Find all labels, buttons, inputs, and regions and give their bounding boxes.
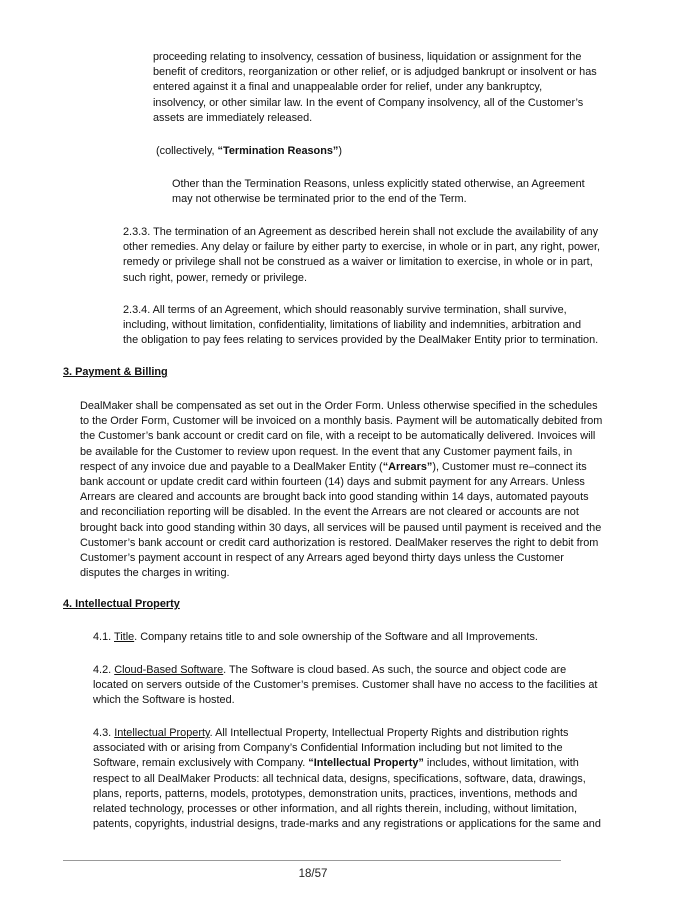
paragraph-other-than-termination	[172, 177, 585, 207]
text-line: 2.3.4. All terms of an Agreement, which should reasonably survive termination, shall survive,	[123, 304, 567, 316]
text-line: other remedies. Any delay or failure by either party to exercise, in whole or in part, any right, power,	[123, 241, 601, 254]
text-line: the Customer’s bank account or credit card on file, with a receipt to be automatically delivered. Invoices will	[80, 430, 596, 443]
clause-2-3-3	[123, 225, 600, 286]
bold-term: “Arrears”	[382, 460, 433, 473]
text-segment: 4.2.	[93, 664, 115, 676]
text-line: bank account or update credit card within fourteen (14) days and submit payment for any Arrears. Unless	[80, 476, 585, 489]
text-segment: )	[338, 145, 342, 157]
text-segment: 4.1.	[93, 631, 114, 643]
text-line: be available for the Customer to review upon request. In the event that any Customer payment fails, in	[80, 445, 573, 458]
text-line: the obligation to pay fees relating to services provided by the DealMaker Entity prior to termination.	[123, 334, 599, 347]
text-line: remedy or privilege shall not be construed as a waiver or limitation to exercise, in whole or in part,	[123, 256, 593, 269]
termination-reasons-definition	[156, 144, 342, 159]
bold-term: 4. Intellectual Property	[63, 598, 180, 610]
text-line	[156, 144, 342, 159]
text-line: benefit of creditors, reorganization or other relief, or is adjudged bankrupt or insolvent or has	[153, 66, 597, 79]
text-segment: 4.3.	[93, 727, 115, 739]
clause-4-2-cloud-based-software	[93, 663, 597, 709]
text-line	[93, 726, 601, 741]
text-line: to the Order Form, Customer will be invoiced on a monthly basis. Payment will be automatically debited from	[80, 415, 603, 428]
bold-term: 3. Payment & Billing	[63, 366, 168, 378]
page-number: 18/57	[298, 868, 328, 880]
section-heading-intellectual-property	[63, 597, 180, 612]
text-line: brought back into good standing within 30 days, all services will be paused until payment is received and the	[80, 521, 602, 534]
text-segment: . Company retains title to and sole ownership of the Software and all Improvements.	[134, 631, 538, 643]
text-line: associated with or arising from Company’s Confidential Information including but not limited to the	[93, 742, 563, 755]
clause-2-3-4	[123, 303, 598, 349]
text-segment: ), Customer must re–connect its	[432, 460, 587, 473]
text-line: plans, reports, patterns, models, prototypes, demonstration units, practices, inventions, methods and	[93, 787, 578, 800]
text-line: insolvency, or other similar law. In the event of Company insolvency, all of the Customer’s	[153, 96, 584, 109]
text-line: Other than the Termination Reasons, unless explicitly stated otherwise, an Agreement	[172, 178, 585, 190]
text-line	[93, 756, 601, 771]
underlined-term: Intellectual Property	[114, 727, 210, 739]
text-segment: . All Intellectual Property, Intellectual Property Rights and distribution rights	[209, 727, 569, 739]
text-line: which the Software is hosted.	[93, 694, 235, 707]
text-line	[93, 630, 538, 645]
text-line: may not otherwise be terminated prior to the end of the Term.	[172, 193, 467, 206]
text-line: including, without limitation, confidentiality, limitations of liability and indemnities, arbitration and	[123, 319, 582, 332]
underlined-term: Cloud-Based Software	[114, 664, 224, 676]
text-segment: (collectively,	[156, 145, 218, 157]
text-line: patents, copyrights, industrial designs, trade-marks and any registrations or applications for the same and	[93, 818, 601, 831]
text-line: located on servers outside of the Customer’s premises. Customer shall have no access to the facilities at	[93, 679, 598, 692]
bold-term: “Termination Reasons”	[217, 145, 339, 157]
paragraph-payment-billing	[80, 399, 602, 581]
text-line: assets are immediately released.	[153, 111, 313, 124]
text-line: 2.3.3. The termination of an Agreement as described herein shall not exclude the availability of any	[123, 226, 599, 238]
clause-4-3-intellectual-property	[93, 726, 601, 832]
text-line: Arrears are cleared and accounts are brought back into good standing within 14 days, automated payouts	[80, 491, 589, 504]
text-line: and reconciliation reporting will be disabled. In the event the Arrears are not cleared or accounts are not	[80, 506, 579, 519]
text-segment: respect of any invoice due and payable to a DealMaker Entity (	[80, 460, 383, 473]
text-segment: . The Software is cloud based. As such, the source and object code are	[223, 664, 567, 676]
footer-divider	[63, 860, 561, 861]
text-segment: includes, without limitation, with	[423, 757, 579, 770]
text-line: proceeding relating to insolvency, cessation of business, liquidation or assignment for the	[153, 51, 582, 63]
text-line: disputes the charges in writing.	[80, 567, 230, 580]
section-heading-payment-billing	[63, 365, 168, 380]
text-line: entered against it a final and unappealable order for relief, under any bankruptcy,	[153, 81, 543, 94]
text-line	[63, 597, 180, 612]
text-line	[80, 460, 602, 475]
text-line: Customer’s payment account in respect of any Arrears aged beyond thirty days unless the Customer	[80, 552, 564, 565]
text-line: respect to all DealMaker Products: all technical data, designs, specifications, software, data, drawings,	[93, 772, 586, 785]
text-line: Customer’s bank account or credit card authorization is restored. DealMaker reserves the right to debit from	[80, 536, 599, 549]
text-line: related technology, processes or other information, and all rights therein, including, without limitation,	[93, 803, 578, 816]
text-line	[93, 663, 597, 678]
text-segment: Software, remain exclusively with Company.	[93, 757, 309, 770]
bold-term: “Intellectual Property”	[308, 757, 424, 770]
paragraph-insolvency-clause	[153, 50, 597, 126]
underlined-term: Title	[114, 631, 135, 643]
text-line: DealMaker shall be compensated as set out in the Order Form. Unless otherwise specified in the schedules	[80, 400, 598, 412]
text-line: such right, power, remedy or privilege.	[123, 271, 308, 284]
clause-4-1-title	[93, 630, 538, 645]
text-line	[63, 365, 168, 380]
